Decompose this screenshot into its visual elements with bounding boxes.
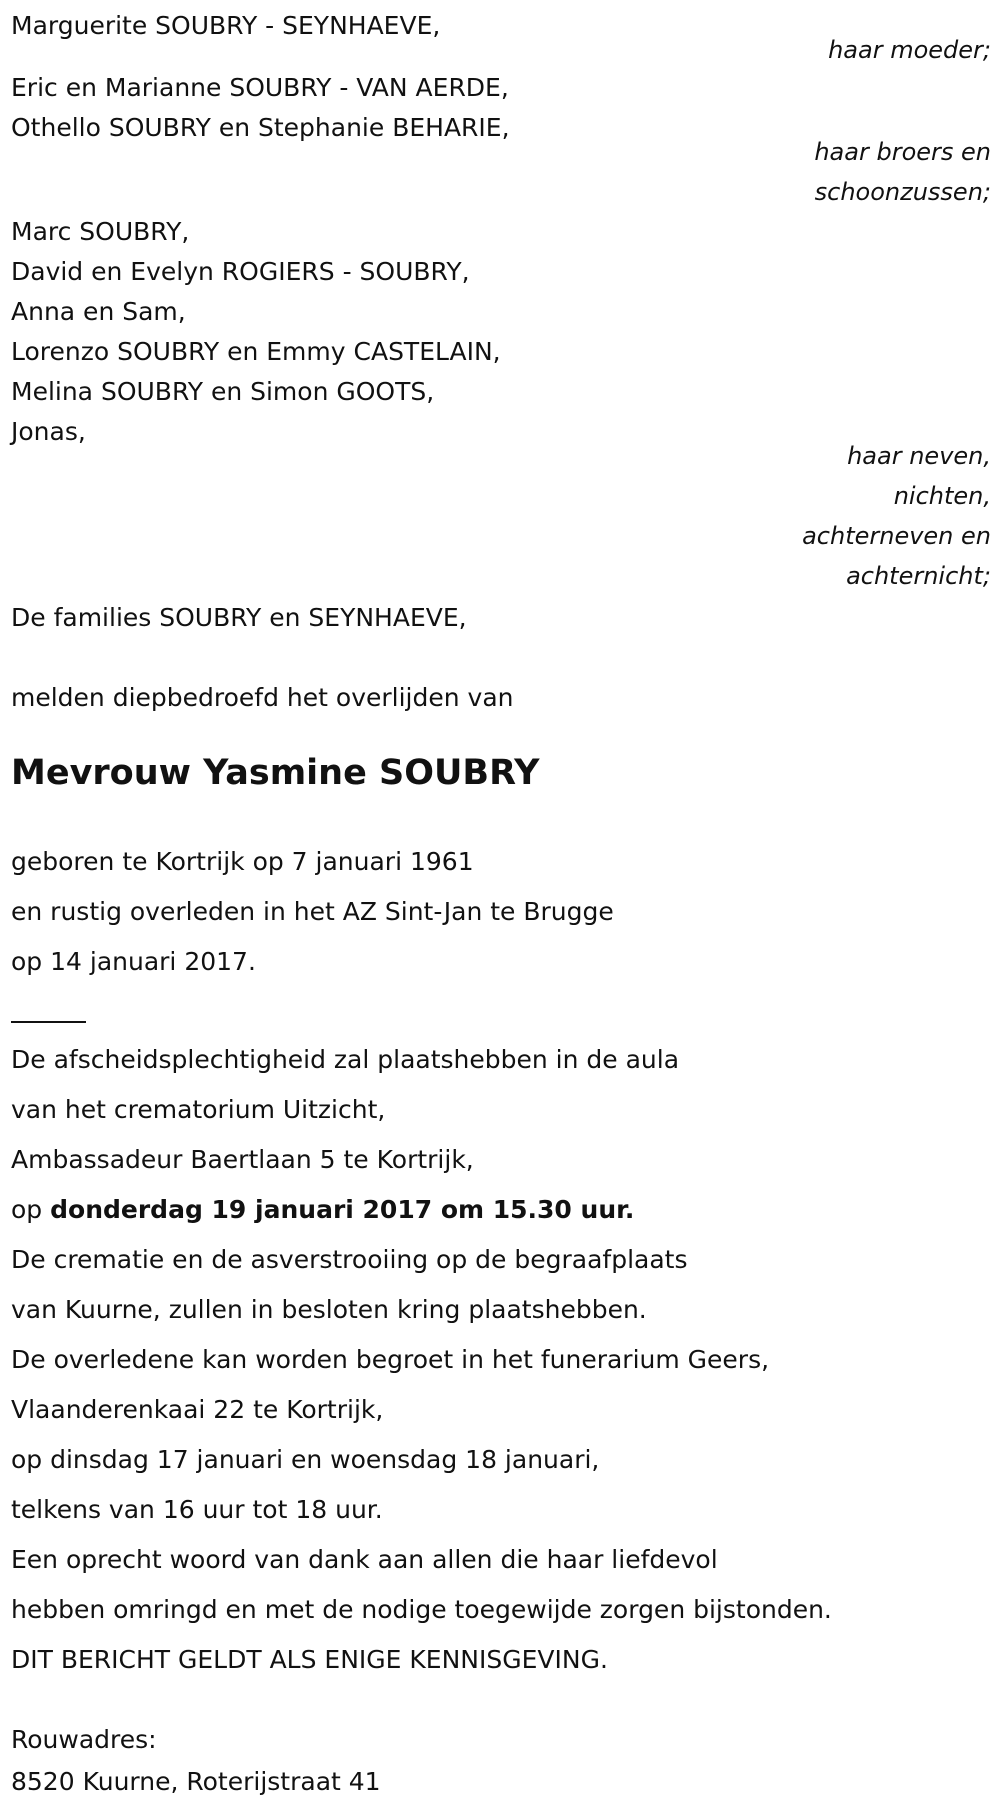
- died-place-line: en rustig overleden in het AZ Sint-Jan te Brugge: [11, 897, 614, 926]
- ceremony-line-10: Een oprecht woord van dank aan allen die haar liefdevol: [11, 1545, 718, 1574]
- ceremony-date-prefix: op: [11, 1195, 51, 1224]
- ceremony-line-5: van Kuurne, zullen in besloten kring plaatshebben.: [11, 1295, 647, 1324]
- relative-line-3: Anna en Sam,: [11, 297, 186, 326]
- born-line: geboren te Kortrijk op 7 januari 1961: [11, 847, 474, 876]
- ceremony-line-8: op dinsdag 17 januari en woensdag 18 januari,: [11, 1445, 600, 1474]
- ceremony-date-line: [11, 1190, 634, 1230]
- relative-line-5: Melina SOUBRY en Simon GOOTS,: [11, 377, 435, 406]
- died-date-line: op 14 januari 2017.: [11, 947, 256, 976]
- ceremony-line-4: De crematie en de asverstrooiing op de begraafplaats: [11, 1245, 688, 1274]
- ceremony-line-9: telkens van 16 uur tot 18 uur.: [11, 1495, 383, 1524]
- ceremony-line-12: DIT BERICHT GELDT ALS ENIGE KENNISGEVING.: [11, 1645, 608, 1674]
- sibling-line-1: Eric en Marianne SOUBRY - VAN AERDE,: [11, 73, 509, 102]
- relatives-role-4: achternicht;: [846, 562, 991, 590]
- relative-line-1: Marc SOUBRY,: [11, 217, 190, 246]
- sibling-line-2: Othello SOUBRY en Stephanie BEHARIE,: [11, 113, 510, 142]
- ceremony-line-2: van het crematorium Uitzicht,: [11, 1095, 386, 1124]
- ceremony-line-3: Ambassadeur Baertlaan 5 te Kortrijk,: [11, 1145, 474, 1174]
- relatives-role-1: haar neven,: [847, 442, 991, 470]
- relative-line-6: Jonas,: [11, 417, 86, 446]
- address-value: 8520 Kuurne, Roterijstraat 41: [11, 1767, 381, 1796]
- announcement-intro: melden diepbedroefd het overlijden van: [11, 683, 514, 712]
- relative-line-2: David en Evelyn ROGIERS - SOUBRY,: [11, 257, 470, 286]
- ceremony-line-7: Vlaanderenkaai 22 te Kortrijk,: [11, 1395, 384, 1424]
- siblings-role-2: schoonzussen;: [814, 178, 991, 206]
- relatives-role-3: achterneven en: [802, 522, 991, 550]
- separator-rule: [11, 1021, 86, 1023]
- ceremony-line-6: De overledene kan worden begroet in het funerarium Geers,: [11, 1345, 770, 1374]
- deceased-name: Mevrouw Yasmine SOUBRY: [11, 753, 540, 793]
- relatives-role-2: nichten,: [893, 482, 991, 510]
- address-label: Rouwadres:: [11, 1725, 157, 1754]
- mother-role: haar moeder;: [828, 36, 991, 64]
- mother-line: Marguerite SOUBRY - SEYNHAEVE,: [11, 11, 441, 40]
- families-line: De families SOUBRY en SEYNHAEVE,: [11, 603, 467, 632]
- ceremony-line-11: hebben omringd en met de nodige toegewijde zorgen bijstonden.: [11, 1595, 832, 1624]
- siblings-role-1: haar broers en: [814, 138, 991, 166]
- relative-line-4: Lorenzo SOUBRY en Emmy CASTELAIN,: [11, 337, 501, 366]
- ceremony-line-1: De afscheidsplechtigheid zal plaatshebben in de aula: [11, 1045, 680, 1074]
- ceremony-date: donderdag 19 januari 2017 om 15.30 uur.: [50, 1195, 635, 1224]
